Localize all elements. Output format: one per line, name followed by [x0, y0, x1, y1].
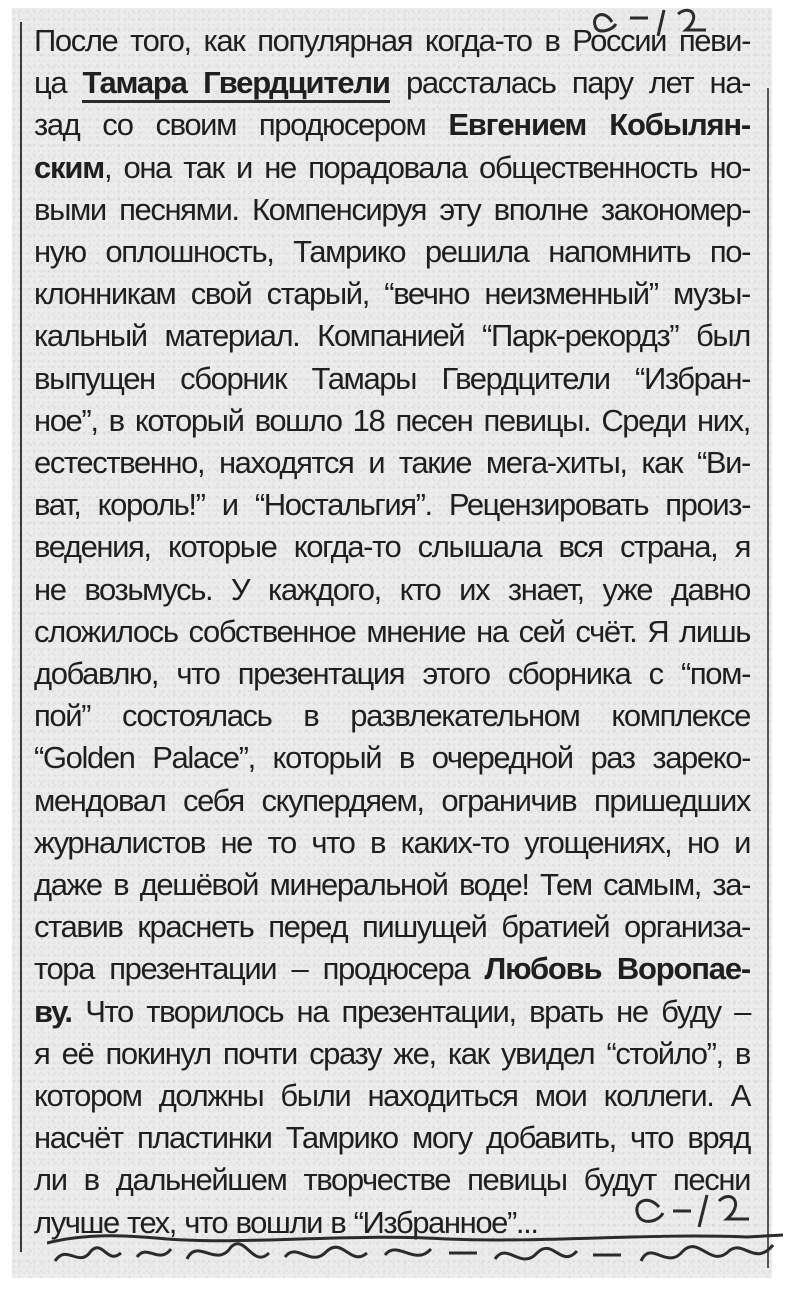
- text-run: кальный материал. Компанией “Парк-рекордз” был: [34, 318, 750, 354]
- text-run: ную оплошность, Тамрико решила напомнить по-: [34, 234, 750, 270]
- article-line: [34, 526, 750, 568]
- article-line: [34, 1033, 750, 1075]
- article-line: [34, 864, 750, 906]
- text-run: выми песнями. Компенсируя эту вполне закономер-: [34, 191, 750, 227]
- article-line: [34, 1117, 750, 1159]
- text-run: естественно, находятся и такие мега-хиты, как “Ви-: [34, 445, 750, 481]
- text-run: рассталась пару лет на-: [389, 65, 750, 101]
- text-run: После того, как популярная когда-то в России певи-: [34, 23, 750, 58]
- text-run: ват, король!” и “Ностальгия”. Рецензировать произ-: [34, 487, 750, 523]
- left-column-rule: [20, 22, 22, 1252]
- article-line: [34, 189, 750, 231]
- text-run: тора презентации – продюсера: [34, 951, 485, 987]
- text-run: выпущен сборник Тамары Гвердцители “Избран-: [34, 360, 750, 396]
- text-run: Что творилось на презентации, врать не буду –: [71, 993, 750, 1029]
- text-run: зад со своим продюсером: [34, 107, 449, 143]
- article-line: [34, 315, 750, 357]
- newspaper-clipping: [12, 8, 772, 1278]
- text-run: не возьмусь. У каждого, кто их знает, уже давно: [34, 571, 750, 607]
- article-line: [34, 400, 750, 442]
- text-run: ведения, которые когда-то слышала вся страна, я: [34, 529, 750, 565]
- article-line: [34, 948, 750, 990]
- article-text: [34, 20, 750, 1244]
- text-run: я её покинул почти сразу же, как увидел “стойло”, в: [34, 1035, 750, 1071]
- bold-name: Любовь Воропае-: [484, 951, 750, 987]
- article-line: [34, 231, 750, 273]
- article-line: [34, 104, 750, 146]
- text-run: даже в дешёвой минеральной воде! Тем самым, за-: [34, 867, 750, 903]
- text-run: сложилось собственное мнение на сей счёт. Я лишь: [34, 613, 750, 649]
- article-line: [34, 737, 750, 779]
- article-line: [34, 906, 750, 948]
- bold-name: Тамара Гвердцители: [82, 65, 389, 103]
- handwritten-page-mark: [582, 0, 772, 40]
- text-run: лучше тех, что вошли в “Избранное”...: [34, 1204, 538, 1240]
- article-line: [34, 1075, 750, 1117]
- text-run: пой” состоялась в развлекательном комплексе: [34, 698, 750, 734]
- text-run: котором должны были находиться мои коллеги. А: [34, 1078, 750, 1114]
- article-line: [34, 358, 750, 400]
- article-line: [34, 147, 750, 189]
- article-line: [34, 569, 750, 611]
- article-line: [34, 695, 750, 737]
- bold-name: Евгением Кобылян-: [448, 107, 751, 143]
- text-run: журналистов не то что в каких-то угощениях, но и: [34, 824, 750, 860]
- text-run: , она так и не порадовала общественность но-: [103, 149, 750, 185]
- text-run: “Golden Palace”, который в очередной раз зареко-: [34, 740, 750, 776]
- text-run: ное”, в который вошло 18 песен певицы. Среди них,: [34, 402, 750, 438]
- text-run: насчёт пластинки Тамрико могу добавить, что вряд: [34, 1120, 750, 1156]
- text-run: ца: [34, 65, 83, 101]
- right-column-rule: [767, 88, 769, 1268]
- text-run: клонникам свой старый, “вечно неизменный” музы-: [34, 276, 750, 312]
- text-run: мендовал себя скупердяем, ограничив пришедших: [34, 782, 750, 818]
- text-run: ли в дальнейшем творчестве певицы будут песни: [34, 1162, 750, 1198]
- handwritten-signature: [47, 1173, 787, 1283]
- article-line: [34, 822, 750, 864]
- article-line: [34, 991, 750, 1033]
- article-line: [34, 611, 750, 653]
- text-run: добавлю, что презентация этого сборника с “пом-: [34, 656, 750, 692]
- article-line: [34, 62, 750, 104]
- bold-name: ским: [34, 149, 104, 185]
- bold-name: ву.: [34, 993, 72, 1029]
- article-line: [34, 484, 750, 526]
- article-line: [34, 442, 750, 484]
- article-line: [34, 273, 750, 315]
- article-line: [34, 653, 750, 695]
- article-line: [34, 780, 750, 822]
- text-run: ставив краснеть перед пишущей братией организа-: [34, 909, 750, 945]
